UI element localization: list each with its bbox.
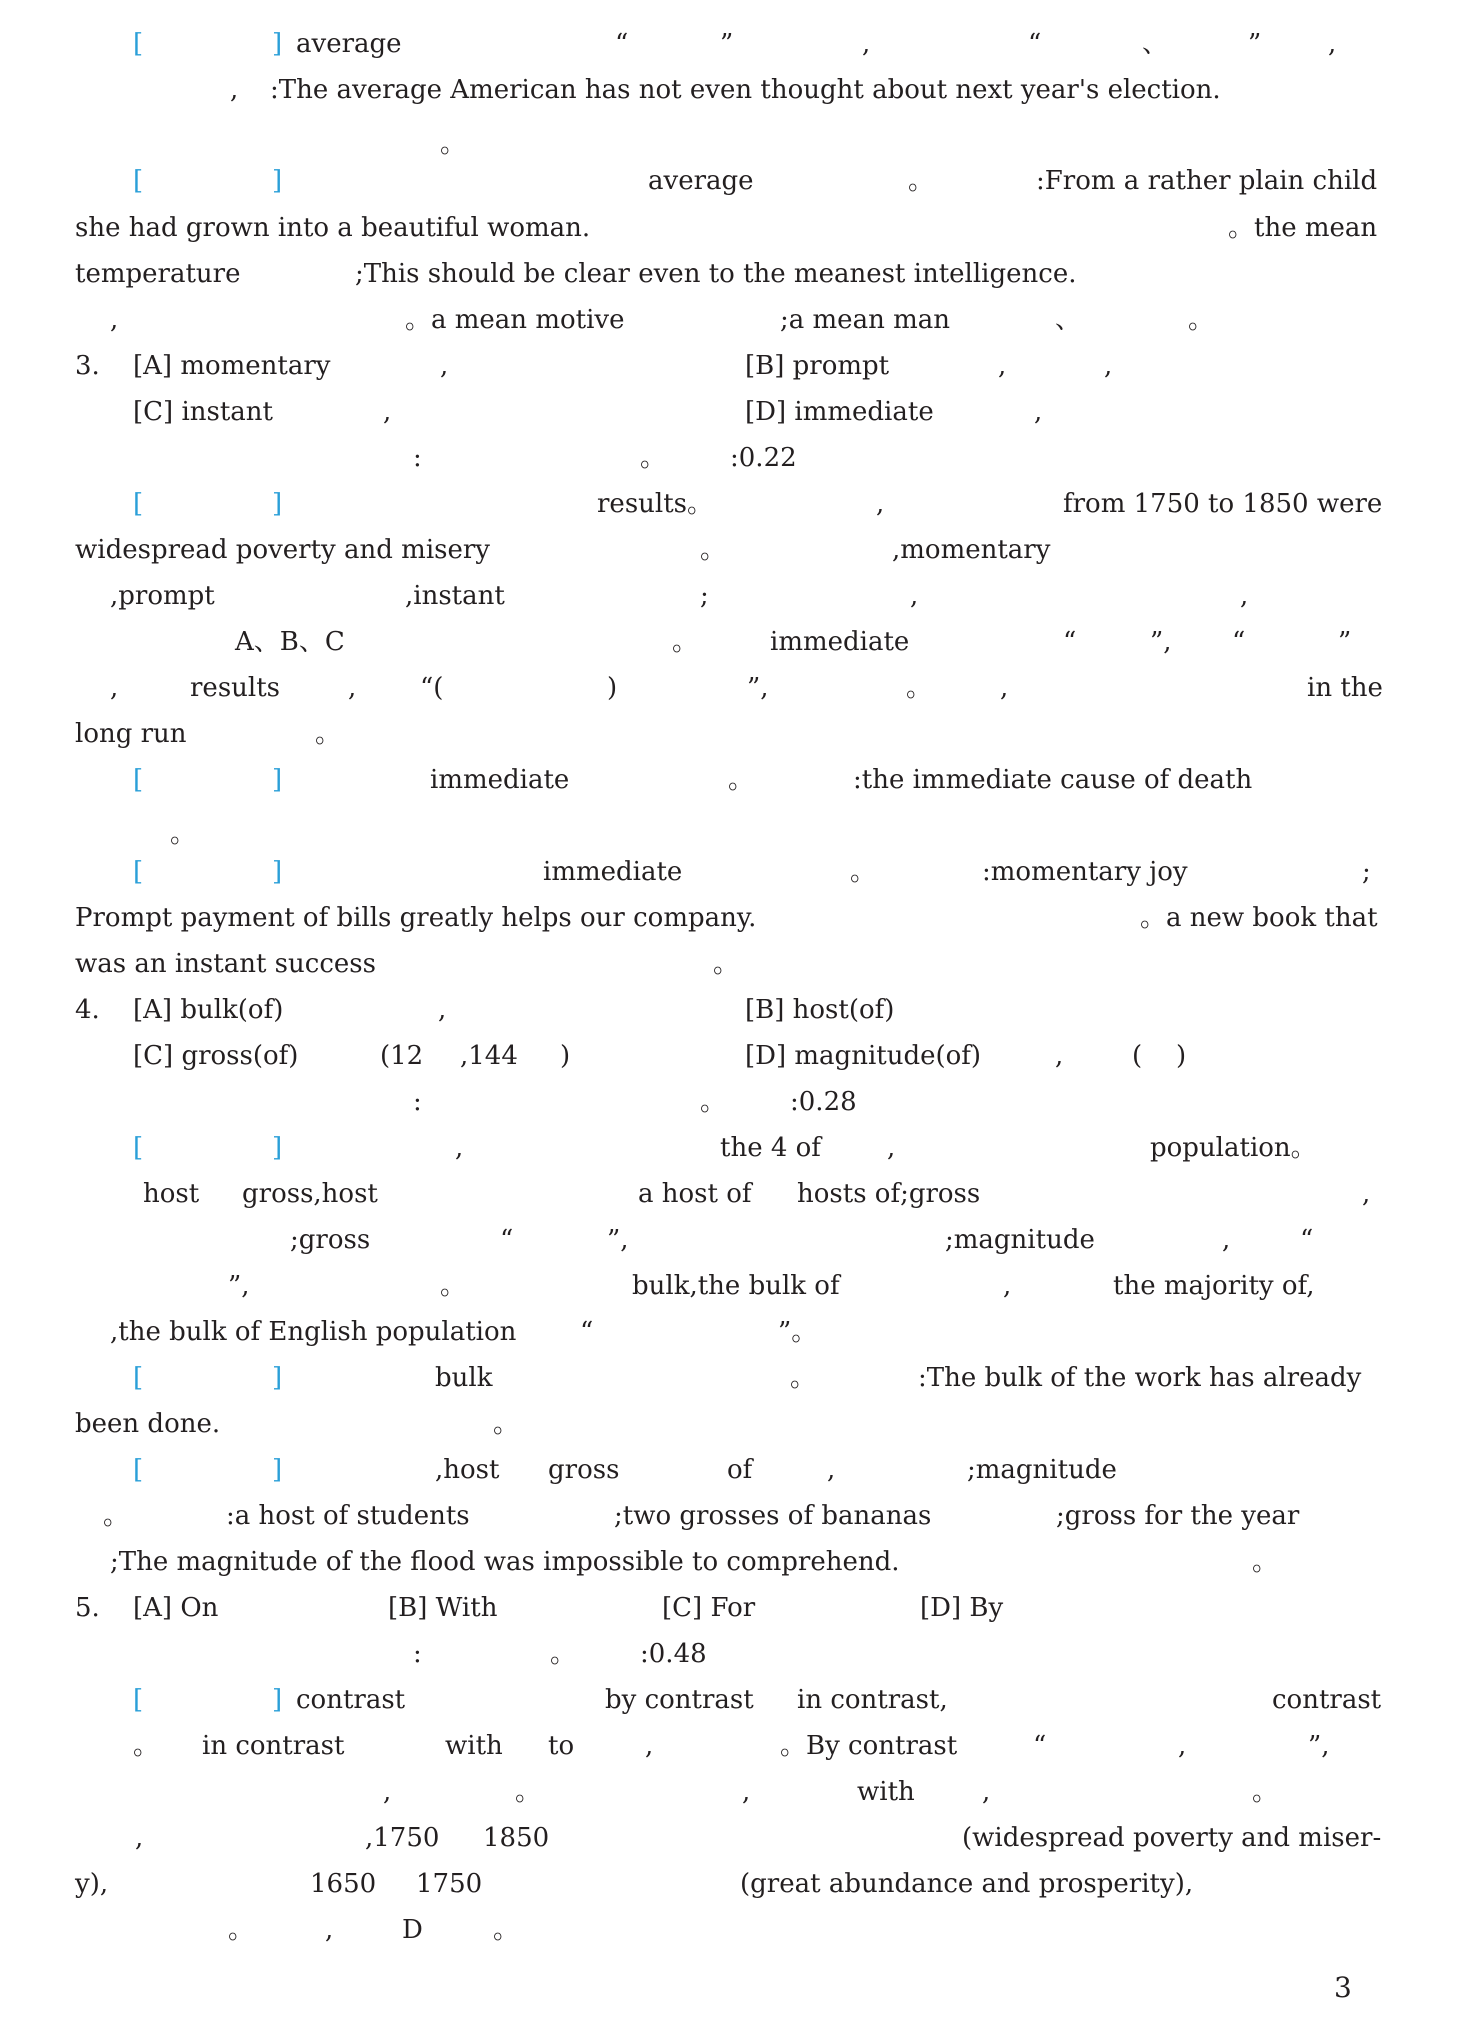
page-number: 3 xyxy=(1334,1971,1352,2004)
bracket-left: [ xyxy=(133,1133,144,1163)
text-fragment: “ xyxy=(1063,627,1077,657)
text-fragment: 。 xyxy=(440,129,467,159)
text-fragment: :momentary joy xyxy=(982,857,1188,887)
option-d: [D] immediate xyxy=(745,397,934,427)
text-fragment: 、 xyxy=(1055,305,1082,335)
text-fragment: ”, xyxy=(1150,627,1172,657)
bracket-right: ] xyxy=(272,1685,283,1715)
text-fragment: ;two grosses of bananas xyxy=(614,1501,932,1531)
text-fragment: ,144 xyxy=(460,1041,518,1071)
text-fragment: ;magnitude xyxy=(945,1225,1095,1255)
text-fragment: ”, xyxy=(747,673,769,703)
text-fragment: , xyxy=(438,995,447,1025)
text-fragment: 。the mean xyxy=(1228,213,1378,243)
text-fragment: “ xyxy=(1232,627,1246,657)
text-fragment: :the immediate cause of death xyxy=(853,765,1253,795)
text-fragment: 。 xyxy=(850,857,877,887)
text-fragment: ,prompt xyxy=(110,581,215,611)
text-fragment: to xyxy=(548,1731,575,1761)
text-fragment: ,host xyxy=(435,1455,500,1485)
text-fragment: ; xyxy=(1362,857,1371,887)
text-fragment: 。 xyxy=(315,719,342,749)
difficulty-value: :0.28 xyxy=(790,1087,857,1117)
text-fragment: ” xyxy=(720,29,734,59)
text-fragment: :The average American has not even thought about next year's election. xyxy=(270,75,1221,105)
text-fragment: results。 xyxy=(597,489,714,519)
text-fragment: “ xyxy=(500,1225,514,1255)
text-fragment: “( xyxy=(420,673,444,703)
text-fragment: bulk,the bulk of xyxy=(632,1271,840,1301)
text-fragment: 。 xyxy=(906,673,933,703)
text-fragment: 。 xyxy=(133,1731,160,1761)
bracket-left: [ xyxy=(133,765,144,795)
text-fragment: 。 xyxy=(640,443,667,473)
text-fragment: ;magnitude xyxy=(967,1455,1117,1485)
text-fragment: y), xyxy=(75,1869,109,1899)
question-number: 3. xyxy=(75,351,100,381)
option-c: [C] instant xyxy=(133,397,273,427)
text-fragment: ; xyxy=(700,581,709,611)
text-fragment: 。a new book that xyxy=(1140,903,1378,933)
bracket-left: [ xyxy=(133,489,144,519)
text-fragment: , xyxy=(1003,1271,1012,1301)
text-fragment: with xyxy=(857,1777,915,1807)
text-fragment: , xyxy=(383,397,392,427)
bracket-right: ] xyxy=(272,1363,283,1393)
text-fragment: 。 xyxy=(1252,1777,1279,1807)
option-a: [A] On xyxy=(133,1593,219,1623)
text-fragment: 、 xyxy=(1142,29,1169,59)
bracket-left: [ xyxy=(133,1685,144,1715)
text-fragment: , xyxy=(110,673,119,703)
option-a: [A] bulk(of) xyxy=(133,995,284,1025)
text-fragment: 1650 xyxy=(310,1869,377,1899)
text-fragment: hosts of;gross xyxy=(797,1179,981,1209)
text-fragment: ) xyxy=(560,1041,571,1071)
text-fragment: in the xyxy=(1307,673,1383,703)
text-fragment: , xyxy=(910,581,919,611)
text-fragment: she had grown into a beautiful woman. xyxy=(75,213,591,243)
bracket-left: [ xyxy=(133,857,144,887)
text-fragment: ,instant xyxy=(405,581,505,611)
text-fragment: the 4 of xyxy=(720,1133,821,1163)
bracket-right: ] xyxy=(272,857,283,887)
option-d: [D] magnitude(of) xyxy=(745,1041,982,1071)
text-fragment: , xyxy=(230,75,239,105)
text-fragment: , xyxy=(742,1777,751,1807)
text-fragment: , xyxy=(1362,1179,1371,1209)
text-fragment: from 1750 to 1850 were xyxy=(1063,489,1383,519)
question-number: 5. xyxy=(75,1593,100,1623)
text-fragment: , xyxy=(998,351,1007,381)
text-fragment: contrast xyxy=(296,1685,406,1715)
text-fragment: , xyxy=(325,1915,334,1945)
text-fragment: :From a rather plain child xyxy=(1036,166,1378,196)
text-fragment: 。 xyxy=(228,1915,255,1945)
text-fragment: 。 xyxy=(515,1777,542,1807)
option-c: [C] For xyxy=(662,1593,756,1623)
text-fragment: ;a mean man xyxy=(780,305,950,335)
text-fragment: , xyxy=(348,673,357,703)
text-fragment: 。 xyxy=(728,765,755,795)
text-fragment: gross xyxy=(548,1455,620,1485)
text-fragment: ;gross xyxy=(290,1225,371,1255)
text-fragment: ” xyxy=(1338,627,1352,657)
text-fragment: 。a mean motive xyxy=(405,305,625,335)
difficulty-value: :0.22 xyxy=(730,443,797,473)
text-fragment: :The bulk of the work has already xyxy=(918,1363,1362,1393)
text-fragment: 。 xyxy=(493,1915,520,1945)
text-fragment: ”, xyxy=(607,1225,629,1255)
text-fragment: widespread poverty and misery xyxy=(75,535,490,565)
text-fragment: , xyxy=(1178,1731,1187,1761)
bracket-left: [ xyxy=(133,1455,144,1485)
bracket-right: ] xyxy=(272,1455,283,1485)
option-b: [B] With xyxy=(388,1593,498,1623)
text-fragment: , xyxy=(645,1731,654,1761)
text-fragment: , xyxy=(1104,351,1113,381)
text-fragment: gross,host xyxy=(242,1179,378,1209)
text-fragment: D xyxy=(402,1915,423,1945)
bracket-left: [ xyxy=(133,29,144,59)
text-fragment: , xyxy=(1328,29,1337,59)
text-fragment: 。 xyxy=(790,1363,817,1393)
text-fragment: was an instant success xyxy=(75,949,376,979)
text-fragment: ;This should be clear even to the meanest intelligence. xyxy=(355,259,1077,289)
text-fragment: ( xyxy=(1132,1041,1143,1071)
text-fragment: , xyxy=(135,1823,144,1853)
text-fragment: “ xyxy=(1028,29,1042,59)
option-b: [B] prompt xyxy=(745,351,890,381)
text-fragment: “ xyxy=(1300,1225,1314,1255)
text-fragment: 1850 xyxy=(483,1823,550,1853)
text-fragment: , xyxy=(1055,1041,1064,1071)
text-fragment: : xyxy=(413,443,422,473)
text-fragment: , xyxy=(1034,397,1043,427)
text-fragment: 。 xyxy=(700,535,727,565)
bracket-left: [ xyxy=(133,1363,144,1393)
text-fragment: average xyxy=(296,29,402,59)
text-fragment: 。 xyxy=(103,1501,130,1531)
option-b: [B] host(of) xyxy=(745,995,895,1025)
text-fragment: 。 xyxy=(713,949,740,979)
text-fragment: been done. xyxy=(75,1409,221,1439)
text-fragment: (12 xyxy=(380,1041,424,1071)
text-fragment: population。 xyxy=(1150,1133,1317,1163)
text-fragment: ;gross for the year xyxy=(1056,1501,1300,1531)
text-fragment: bulk xyxy=(435,1363,493,1393)
bracket-right: ] xyxy=(272,29,283,59)
text-fragment: 。 xyxy=(908,166,935,196)
text-fragment: , xyxy=(1222,1225,1231,1255)
text-fragment: ” xyxy=(1248,29,1262,59)
text-fragment: ”, xyxy=(228,1271,250,1301)
text-fragment: : xyxy=(413,1639,422,1669)
option-c: [C] gross(of) xyxy=(133,1041,299,1071)
text-fragment: immediate xyxy=(430,765,570,795)
text-fragment: results xyxy=(190,673,281,703)
option-a: [A] momentary xyxy=(133,351,331,381)
text-fragment: of xyxy=(727,1455,753,1485)
text-fragment: with xyxy=(445,1731,503,1761)
text-fragment: host xyxy=(143,1179,200,1209)
bracket-right: ] xyxy=(272,489,283,519)
text-fragment: immediate xyxy=(770,627,910,657)
text-fragment: , xyxy=(827,1455,836,1485)
text-fragment: 。By contrast xyxy=(780,1731,958,1761)
text-fragment: , xyxy=(110,305,119,335)
bracket-right: ] xyxy=(272,166,283,196)
text-fragment: ”。 xyxy=(778,1317,818,1347)
text-fragment: “ xyxy=(580,1317,594,1347)
text-fragment: by contrast xyxy=(605,1685,754,1715)
text-fragment: long run xyxy=(75,719,187,749)
text-fragment: 。 xyxy=(1188,305,1215,335)
text-fragment: (great abundance and prosperity), xyxy=(740,1869,1194,1899)
text-fragment: ) xyxy=(1176,1041,1187,1071)
text-fragment: 。 xyxy=(493,1409,520,1439)
text-fragment: 1750 xyxy=(416,1869,483,1899)
bracket-right: ] xyxy=(272,765,283,795)
text-fragment: in contrast, xyxy=(797,1685,948,1715)
text-fragment: , xyxy=(1240,581,1249,611)
text-fragment: , xyxy=(876,489,885,519)
text-fragment: ,the bulk of English population xyxy=(110,1317,517,1347)
question-number: 4. xyxy=(75,995,100,1025)
text-fragment: (widespread poverty and miser- xyxy=(962,1823,1382,1853)
text-fragment: , xyxy=(383,1777,392,1807)
text-fragment: 。 xyxy=(700,1087,727,1117)
text-fragment: , xyxy=(887,1133,896,1163)
text-fragment: Prompt payment of bills greatly helps our company. xyxy=(75,903,757,933)
text-fragment: , xyxy=(862,29,871,59)
text-fragment: ;The magnitude of the flood was impossible to comprehend. xyxy=(110,1547,900,1577)
bracket-right: ] xyxy=(272,1133,283,1163)
text-fragment: in contrast xyxy=(202,1731,345,1761)
text-fragment: ”, xyxy=(1308,1731,1330,1761)
text-fragment: , xyxy=(982,1777,991,1807)
text-fragment: contrast xyxy=(1272,1685,1382,1715)
bracket-left: [ xyxy=(133,166,144,196)
text-fragment: , xyxy=(1000,673,1009,703)
text-fragment: temperature xyxy=(75,259,241,289)
text-fragment: 。 xyxy=(440,1271,467,1301)
text-fragment: 。 xyxy=(170,819,197,849)
text-fragment: :a host of students xyxy=(226,1501,470,1531)
text-fragment: ,momentary xyxy=(892,535,1051,565)
text-fragment: , xyxy=(440,351,449,381)
text-fragment: , xyxy=(455,1133,464,1163)
text-fragment: “ xyxy=(615,29,629,59)
text-fragment: immediate xyxy=(543,857,683,887)
text-fragment: A、B、C xyxy=(235,627,345,657)
text-fragment: : xyxy=(413,1087,422,1117)
text-fragment: “ xyxy=(1033,1731,1047,1761)
option-d: [D] By xyxy=(920,1593,1004,1623)
text-fragment: 。 xyxy=(550,1639,577,1669)
text-fragment: a host of xyxy=(638,1179,752,1209)
text-fragment: 。 xyxy=(1252,1547,1279,1577)
difficulty-value: :0.48 xyxy=(640,1639,707,1669)
text-fragment: ,1750 xyxy=(365,1823,440,1853)
text-fragment: average xyxy=(648,166,754,196)
text-fragment: 。 xyxy=(672,627,699,657)
text-fragment: ) xyxy=(607,673,618,703)
text-fragment: the majority of, xyxy=(1113,1271,1315,1301)
